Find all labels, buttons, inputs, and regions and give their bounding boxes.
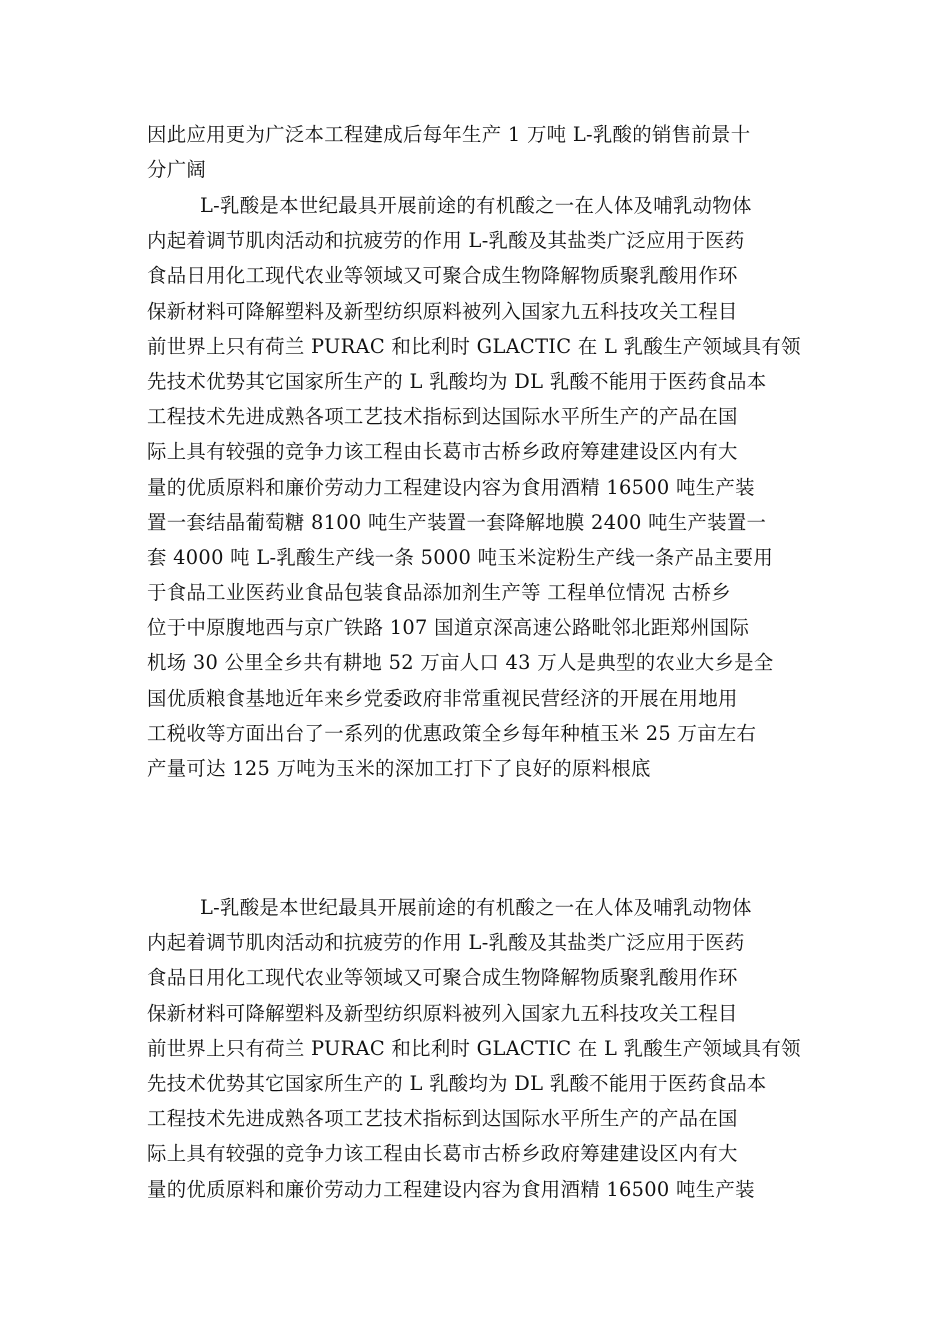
text-line: 国优质粮食基地近年来乡党委政府非常重视民营经济的开展在用地用	[147, 686, 738, 710]
text-line: 工程技术先进成熟各项工艺技术指标到达国际水平所生产的产品在国	[147, 405, 738, 429]
text-line: 位于中原腹地西与京广铁路 107 国道京深高速公路毗邻北距郑州国际	[147, 616, 750, 640]
text-line: 机场 30 公里全乡共有耕地 52 万亩人口 43 万人是典型的农业大乡是全	[147, 651, 774, 675]
text-line: 际上具有较强的竞争力该工程由长葛市古桥乡政府筹建建设区内有大	[147, 440, 738, 464]
text-line: 前世界上只有荷兰 PURAC 和比利时 GLACTIC 在 L 乳酸生产领域具有领	[147, 1036, 801, 1060]
text-line: 因此应用更为广泛本工程建成后每年生产 1 万吨 L-乳酸的销售前景十	[147, 123, 751, 146]
text-line: 产量可达 125 万吨为玉米的深加工打下了良好的原料根底	[147, 757, 651, 780]
text-line: 工程技术先进成熟各项工艺技术指标到达国际水平所生产的产品在国	[147, 1107, 738, 1131]
text-line: 量的优质原料和廉价劳动力工程建设内容为食用酒精 16500 吨生产装	[147, 475, 755, 499]
text-line: 保新材料可降解塑料及新型纺织原料被列入国家九五科技攻关工程目	[147, 299, 738, 323]
paragraph-l-lactic-acid-1	[147, 188, 812, 786]
paragraph-l-lactic-acid-2	[147, 890, 812, 1207]
text-line: 内起着调节肌肉活动和抗疲劳的作用 L-乳酸及其盐类广泛应用于医药	[147, 931, 745, 955]
text-line: 内起着调节肌肉活动和抗疲劳的作用 L-乳酸及其盐类广泛应用于医药	[147, 229, 745, 253]
text-line: 量的优质原料和廉价劳动力工程建设内容为食用酒精 16500 吨生产装	[147, 1177, 755, 1201]
text-line: 置一套结晶葡萄糖 8100 吨生产装置一套降解地膜 2400 吨生产装置一	[147, 510, 767, 534]
text-line: 先技术优势其它国家所生产的 L 乳酸均为 DL 乳酸不能用于医药食品本	[147, 1071, 767, 1095]
paragraph-continuation	[147, 117, 812, 187]
text-line: 套 4000 吨 L-乳酸生产线一条 5000 吨玉米淀粉生产线一条产品主要用	[147, 545, 774, 569]
text-line: 保新材料可降解塑料及新型纺织原料被列入国家九五科技攻关工程目	[147, 1001, 738, 1025]
text-line: 前世界上只有荷兰 PURAC 和比利时 GLACTIC 在 L 乳酸生产领域具有领	[147, 334, 801, 358]
text-line: L-乳酸是本世纪最具开展前途的有机酸之一在人体及哺乳动物体	[200, 194, 752, 217]
text-line: 分广阔	[147, 158, 207, 182]
text-line: L-乳酸是本世纪最具开展前途的有机酸之一在人体及哺乳动物体	[200, 896, 752, 919]
text-line: 食品日用化工现代农业等领域又可聚合成生物降解物质聚乳酸用作环	[147, 264, 738, 288]
text-line: 于食品工业医药业食品包装食品添加剂生产等 工程单位情况 古桥乡	[147, 581, 731, 605]
text-line: 际上具有较强的竞争力该工程由长葛市古桥乡政府筹建建设区内有大	[147, 1142, 738, 1166]
text-line: 工税收等方面出台了一系列的优惠政策全乡每年种植玉米 25 万亩左右	[147, 721, 757, 745]
text-line: 先技术优势其它国家所生产的 L 乳酸均为 DL 乳酸不能用于医药食品本	[147, 369, 767, 393]
text-line: 食品日用化工现代农业等领域又可聚合成生物降解物质聚乳酸用作环	[147, 966, 738, 990]
